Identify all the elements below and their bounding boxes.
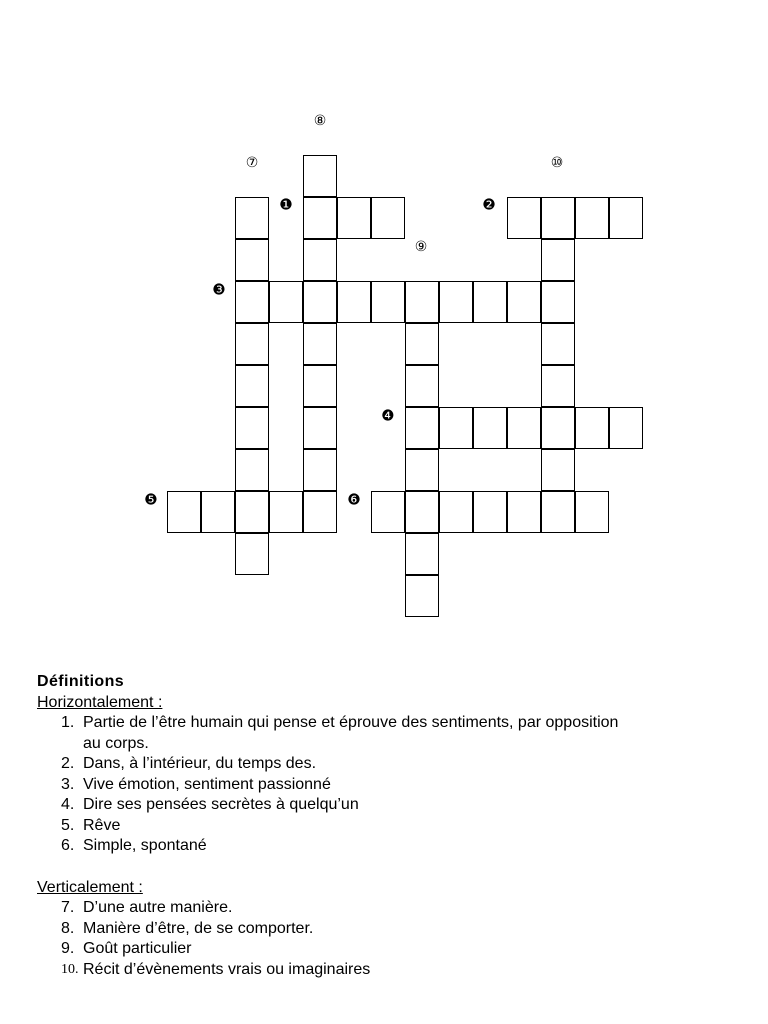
grid-cell[interactable] xyxy=(201,491,235,533)
grid-cell[interactable] xyxy=(405,281,439,323)
grid-cell[interactable] xyxy=(235,197,269,239)
grid-cell[interactable] xyxy=(303,365,337,407)
grid-cell[interactable] xyxy=(303,449,337,491)
grid-cell[interactable] xyxy=(405,365,439,407)
clue-marker-9: ⑨ xyxy=(414,239,428,255)
grid-cell[interactable] xyxy=(303,239,337,281)
grid-cell[interactable] xyxy=(371,197,405,239)
grid-cell[interactable] xyxy=(541,407,575,449)
grid-cell[interactable] xyxy=(405,533,439,575)
grid-cell[interactable] xyxy=(609,197,643,239)
grid-cell[interactable] xyxy=(235,239,269,281)
list-item xyxy=(37,754,737,775)
definition-text: au corps. xyxy=(83,734,149,752)
list-item xyxy=(37,713,737,754)
grid-cell[interactable] xyxy=(235,449,269,491)
grid-cell[interactable] xyxy=(541,449,575,491)
grid-cell[interactable] xyxy=(235,281,269,323)
item-number: 9. xyxy=(61,940,75,957)
definition-text: Partie de l’être humain qui pense et éprouve des sentiments, par opposition xyxy=(83,714,619,731)
grid-cell[interactable] xyxy=(541,239,575,281)
grid-cell[interactable] xyxy=(405,449,439,491)
grid-cell[interactable] xyxy=(405,323,439,365)
grid-cell[interactable] xyxy=(337,281,371,323)
grid-cell[interactable] xyxy=(405,491,439,533)
grid-cell[interactable] xyxy=(541,365,575,407)
grid-cell[interactable] xyxy=(303,323,337,365)
clue-marker-10: ⑩ xyxy=(550,155,564,171)
grid-cell[interactable] xyxy=(439,407,473,449)
grid-cell[interactable] xyxy=(371,491,405,533)
clue-marker-1: ❶ xyxy=(279,195,293,214)
definition-text: Récit d’évènements vrais ou imaginaires xyxy=(83,960,371,978)
across-list xyxy=(37,713,737,857)
grid-cell[interactable] xyxy=(575,407,609,449)
list-item xyxy=(37,919,737,940)
grid-cell[interactable] xyxy=(405,575,439,617)
definition-text: Manière d’être, de se comporter. xyxy=(83,919,314,937)
grid-cell[interactable] xyxy=(235,533,269,575)
definitions-section xyxy=(37,672,737,980)
list-item xyxy=(37,816,737,837)
grid-cell[interactable] xyxy=(269,281,303,323)
grid-cell[interactable] xyxy=(609,407,643,449)
definition-text: Rêve xyxy=(83,816,121,834)
grid-cell[interactable] xyxy=(507,281,541,323)
grid-cell[interactable] xyxy=(473,491,507,533)
definition-text: Simple, spontané xyxy=(83,837,207,854)
grid-cell[interactable] xyxy=(235,407,269,449)
grid-cell[interactable] xyxy=(541,281,575,323)
grid-cell[interactable] xyxy=(473,407,507,449)
grid-cell[interactable] xyxy=(303,155,337,197)
clue-marker-4: ❹ xyxy=(381,406,395,425)
grid-cell[interactable] xyxy=(269,491,303,533)
definitions-title: Définitions xyxy=(37,673,125,690)
grid-cell[interactable] xyxy=(541,197,575,239)
across-heading: Horizontalement : xyxy=(37,693,163,711)
grid-cell[interactable] xyxy=(541,323,575,365)
grid-cell[interactable] xyxy=(575,197,609,239)
grid-cell[interactable] xyxy=(303,491,337,533)
grid-cell[interactable] xyxy=(405,407,439,449)
grid-cell[interactable] xyxy=(303,281,337,323)
grid-cell[interactable] xyxy=(371,281,405,323)
grid-cell[interactable] xyxy=(507,407,541,449)
list-item xyxy=(37,960,737,981)
list-item xyxy=(37,898,737,919)
grid-cell[interactable] xyxy=(303,407,337,449)
clue-marker-6: ❻ xyxy=(347,490,361,509)
clue-marker-8: ⑧ xyxy=(313,113,327,129)
grid-cell[interactable] xyxy=(235,491,269,533)
item-number: 2. xyxy=(61,755,75,772)
grid-cell[interactable] xyxy=(575,491,609,533)
list-item xyxy=(37,775,737,796)
item-number: 6. xyxy=(61,837,75,854)
grid-cell[interactable] xyxy=(439,281,473,323)
grid-cell[interactable] xyxy=(235,323,269,365)
definition-text: Goût particulier xyxy=(83,940,192,957)
list-item xyxy=(37,939,737,960)
item-number: 3. xyxy=(61,775,75,793)
clue-marker-3: ❸ xyxy=(212,280,226,299)
down-heading: Verticalement : xyxy=(37,878,143,896)
grid-cell[interactable] xyxy=(541,491,575,533)
grid-cell[interactable] xyxy=(439,491,473,533)
grid-cell[interactable] xyxy=(235,365,269,407)
clue-marker-5: ❺ xyxy=(144,490,158,509)
item-number: 7. xyxy=(61,899,75,916)
definition-text: Dire ses pensées secrètes à quelqu’un xyxy=(83,796,359,813)
item-number: 10. xyxy=(61,961,79,977)
clue-marker-2: ❷ xyxy=(482,195,496,214)
grid-cell[interactable] xyxy=(167,491,201,533)
definition-text: D’une autre manière. xyxy=(83,899,233,916)
list-item xyxy=(37,836,737,857)
grid-cell[interactable] xyxy=(507,197,541,239)
item-number: 4. xyxy=(61,796,75,813)
definition-text: Dans, à l’intérieur, du temps des. xyxy=(83,755,317,772)
item-number: 5. xyxy=(61,816,75,834)
grid-cell[interactable] xyxy=(337,197,371,239)
item-number: 1. xyxy=(61,714,75,731)
grid-cell[interactable] xyxy=(303,197,337,239)
list-item xyxy=(37,795,737,816)
grid-cell[interactable] xyxy=(507,491,541,533)
grid-cell[interactable] xyxy=(473,281,507,323)
clue-marker-7: ⑦ xyxy=(245,155,259,171)
item-number: 8. xyxy=(61,919,75,937)
definition-text: Vive émotion, sentiment passionné xyxy=(83,775,331,793)
down-list xyxy=(37,898,737,980)
